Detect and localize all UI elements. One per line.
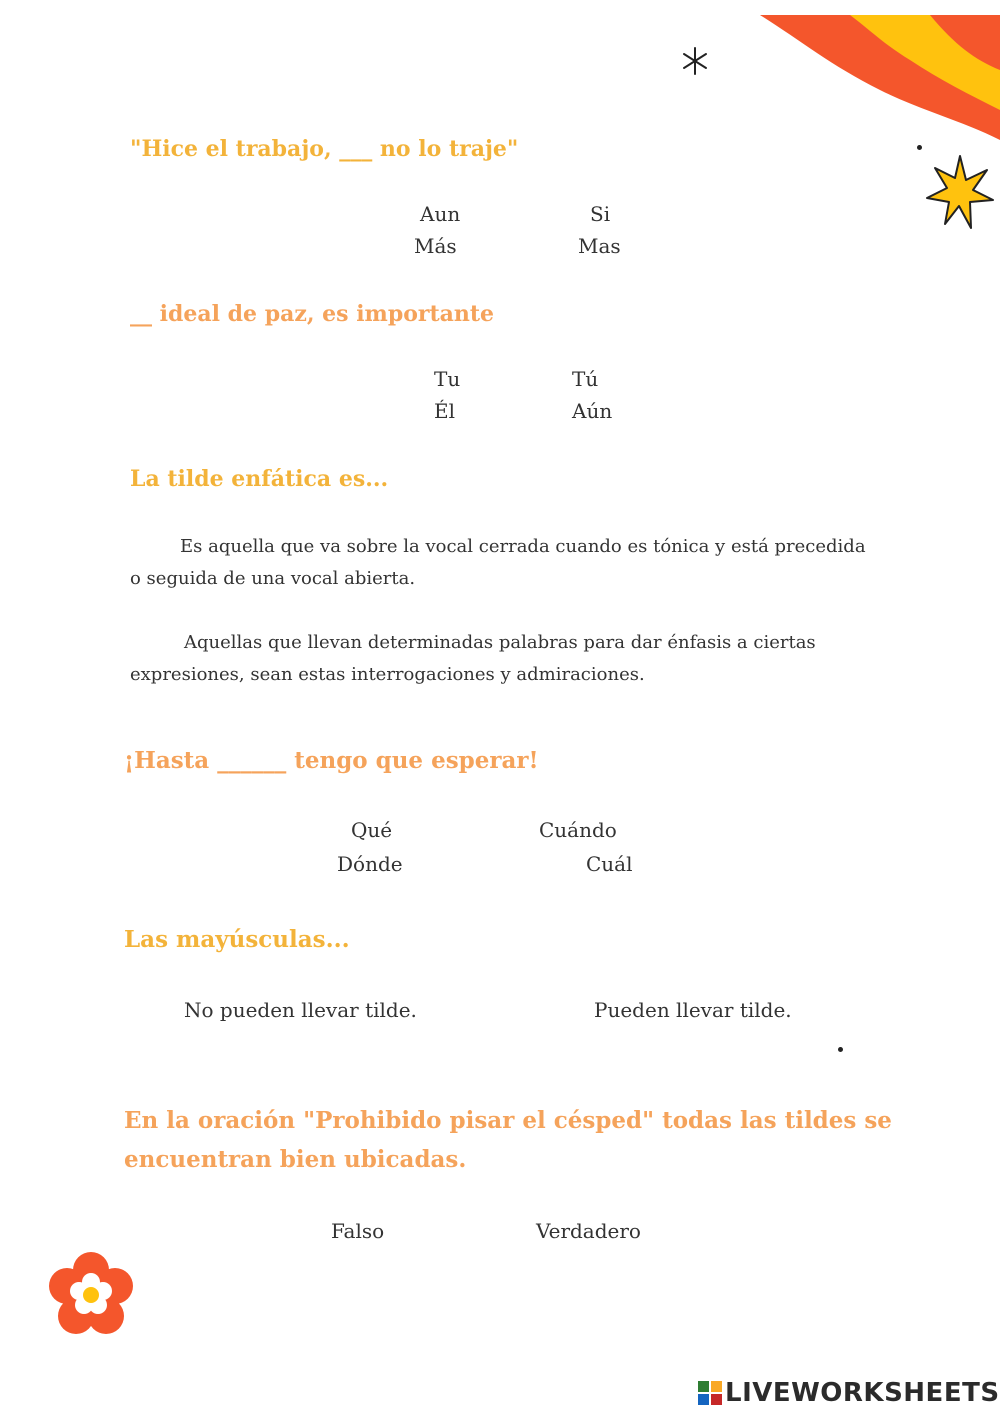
option-donde[interactable]: Dónde [337, 852, 403, 876]
option-no-pueden[interactable]: No pueden llevar tilde. [184, 998, 417, 1022]
option-verdadero[interactable]: Verdadero [536, 1219, 641, 1243]
liveworksheets-logo-icon [698, 1381, 722, 1405]
question-1-prompt: "Hice el trabajo, ___ no lo traje" [130, 136, 519, 162]
question-5-prompt: Las mayúsculas... [124, 926, 350, 953]
asterisk-icon [680, 46, 710, 76]
option-tu-accent[interactable]: Tú [572, 367, 599, 391]
option-tu[interactable]: Tu [434, 367, 461, 391]
question-6-prompt-line-1: En la oración "Prohibido pisar el césped" todas las tildes se [124, 1107, 892, 1134]
option-el[interactable]: Él [434, 399, 455, 423]
question-6-prompt-line-2: encuentran bien ubicadas. [124, 1146, 467, 1173]
option-si[interactable]: Si [590, 202, 611, 226]
option-cual[interactable]: Cuál [586, 852, 633, 876]
question-3-prompt: La tilde enfática es... [130, 466, 389, 492]
dot-icon [917, 145, 922, 150]
question-2-prompt: __ ideal de paz, es importante [130, 301, 495, 327]
option-mas-accent[interactable]: Más [414, 234, 457, 258]
option-pueden[interactable]: Pueden llevar tilde. [594, 998, 792, 1022]
option-aun[interactable]: Aun [420, 202, 461, 226]
option-definition-1[interactable]: Es aquella que va sobre la vocal cerrada cuando es tónica y está precedida o seguida de una vocal abierta. [130, 536, 866, 589]
star-icon [925, 152, 995, 232]
option-mas[interactable]: Mas [578, 234, 621, 258]
option-que[interactable]: Qué [351, 818, 393, 842]
brand-name: LIVEWORKSHEETS [725, 1378, 1000, 1408]
option-falso[interactable]: Falso [331, 1219, 385, 1243]
dot-icon [838, 1047, 843, 1052]
flower-icon [48, 1252, 134, 1338]
liveworksheets-logo [698, 1378, 1000, 1408]
option-definition-2[interactable]: Aquellas que llevan determinadas palabras para dar énfasis a ciertas expresiones, sean estas interrogaciones y admiraciones. [130, 632, 816, 685]
option-aun-accent[interactable]: Aún [572, 399, 613, 423]
option-cuando[interactable]: Cuándo [539, 818, 617, 842]
question-4-prompt: ¡Hasta ______ tengo que esperar! [124, 747, 539, 774]
flame-decoration-icon [760, 0, 1000, 140]
